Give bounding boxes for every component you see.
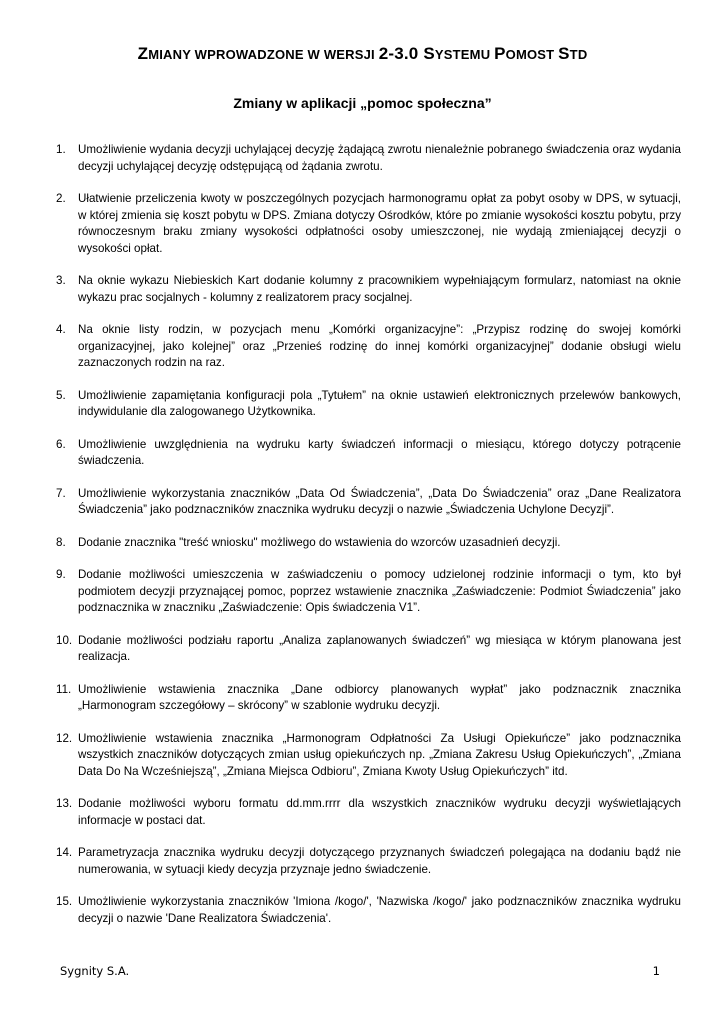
list-item [56,191,681,257]
footer-company: Sygnity S.A. [60,964,130,978]
item-text: Dodanie znacznika "treść wniosku" możliwego do wstawienia do wzorców uzasadnień decyzji. [78,535,561,549]
list-item [56,567,681,617]
title-part: TD [569,47,588,62]
item-text: Umożliwienie wykorzystania znaczników „Data Od Świadczenia”, „Data Do Świadczenia” oraz „Dane Realizatora Świadczenia” jako podznaczników znacznika wydruku decyzji o nazwie „Świadczenia Uchylone Decyzji”. [78,486,681,516]
list-item [56,796,681,829]
list-item [56,535,681,552]
item-text: Umożliwienie wydania decyzji uchylającej decyzję żądającą zwrotu nienależnie pobranego świadczenia oraz wydania decyzji uchylającej decyzję odstępującą od żądania zwrotu. [78,143,681,173]
list-item [56,437,681,470]
list-item [56,142,681,175]
item-text: Na oknie listy rodzin, w pozycjach menu „Komórki organizacyjne”: „Przypisz rodzinę do swojej komórki organizacyjnej, jako kolejnej” oraz „Przenieś rodzinę do innej komórki organizacyjnej” dodanie obsługi wielu zaznaczonych rodzin na raz. [78,323,681,369]
item-text: Umożliwienie wstawienia znacznika „Dane odbiorcy planowanych wypłat” jako podznacznik znacznika „Harmonogram szczegółowy – skrócony” w szablonie wydruku decyzji. [78,682,681,712]
item-text: Umożliwienie zapamiętania konfiguracji pola „Tytułem” na oknie ustawień elektronicznych przelewów bankowych, indywidulanie dla zalogowanego Użytkownika. [78,388,681,418]
item-number: 1. [56,143,66,156]
title-part: YSTEMU [434,47,495,62]
item-number: 14. [56,846,73,859]
page-number: 1 [652,964,660,978]
item-text: Parametryzacja znacznika wydruku decyzji dotyczącego przyznanych świadczeń polegająca na dodaniu bądź nie numerowania, w sytuacji kiedy decyzja przyznaje jedno świadczenie. [78,846,681,876]
item-text: Umożliwienie wstawienia znacznika „Harmonogram Odpłatności Za Usługi Opiekuńcze” jako podznacznika wszystkich znaczników dotyczących zmian usług opiekuńczych np. „Zmiana Zakresu Usług Opiekuńczych”, „Zmiana Data Do Na Wcześniejszą”, „Zmiana Miejsca Odbioru”, Zmiana Kwoty Usług Opiekuńczych” itd. [78,731,681,778]
item-text: Umożliwienie wykorzystania znaczników 'Imiona /kogo/', 'Nazwiska /kogo/' jako podznaczników znacznika wydruku decyzji o nazwie 'Dane Realizatora Świadczenia'. [78,895,681,925]
list-item [56,894,681,927]
title-part: P [494,44,506,63]
item-number: 9. [56,568,66,581]
document-title [0,44,725,64]
list-item [56,486,681,519]
changes-list [56,142,681,943]
list-item [56,322,681,372]
section-subtitle: Zmiany w aplikacji „pomoc społeczna” [233,95,492,111]
list-item [56,682,681,715]
item-text: Ułatwienie przeliczenia kwoty w poszczególnych pozycjach harmonogramu opłat za pobyt osoby w DPS, w sytuacji, w której zmienia się koszt pobytu w DPS. Zmiana dotyczy Ośrodków, które po zmianie wysokości kosztu pobytu, przy równoczesnym braku zmiany wysokości odpłatności osoby umieszczonej, nie wydają zmieniającej decyzji o wysokości opłat. [78,192,681,255]
title-part: MIANY WPROWADZONE W WERSJI [148,47,379,62]
list-item [56,633,681,666]
item-number: 11. [56,682,72,696]
item-number: 4. [56,323,66,336]
title-part: OMOST [505,47,559,62]
item-number: 2. [56,192,66,205]
item-number: 15. [56,895,73,908]
list-item [56,731,681,781]
item-text: Dodanie możliwości podziału raportu „Analiza zaplanowanych świadczeń” wg miesiąca w którym planowana jest realizacja. [78,633,681,663]
item-number: 12. [56,731,73,745]
item-number: 3. [56,274,66,287]
item-number: 8. [56,535,66,549]
title-part: 2-3.0 S [378,44,435,63]
item-text: Umożliwienie uwzględnienia na wydruku karty świadczeń informacji o miesiącu, którego dotyczy potrącenie świadczenia. [78,437,681,467]
item-number: 6. [56,437,66,451]
item-number: 13. [56,797,73,810]
list-item [56,845,681,878]
item-text: Dodanie możliwości umieszczenia w zaświadczeniu o pomocy udzielonej rodzinie informacji o tym, kto był podmiotem decyzji przyznającej pomoc, poprzez wstawienie znacznika „Zaświadczenie: Podmiot Świadczenia” jako podznacznika w znaczniku „Zaświadczenie: Opis świadczenia V1”. [78,568,681,614]
item-text: Na oknie wykazu Niebieskich Kart dodanie kolumny z pracownikiem wypełniającym formularz, natomiast na oknie wykazu prac socjalnych - kolumny z realizatorem pracy socjalnej. [78,274,681,304]
list-item [56,273,681,306]
item-number: 10. [56,633,73,647]
title-part: S [558,44,570,63]
item-text: Dodanie możliwości wyboru formatu dd.mm.rrrr dla wszystkich znaczników wydruku decyzji wyświetlających informacje w postaci dat. [78,797,681,827]
item-number: 5. [56,388,66,402]
list-item [56,388,681,421]
title-part: Z [137,44,149,63]
item-number: 7. [56,486,66,500]
